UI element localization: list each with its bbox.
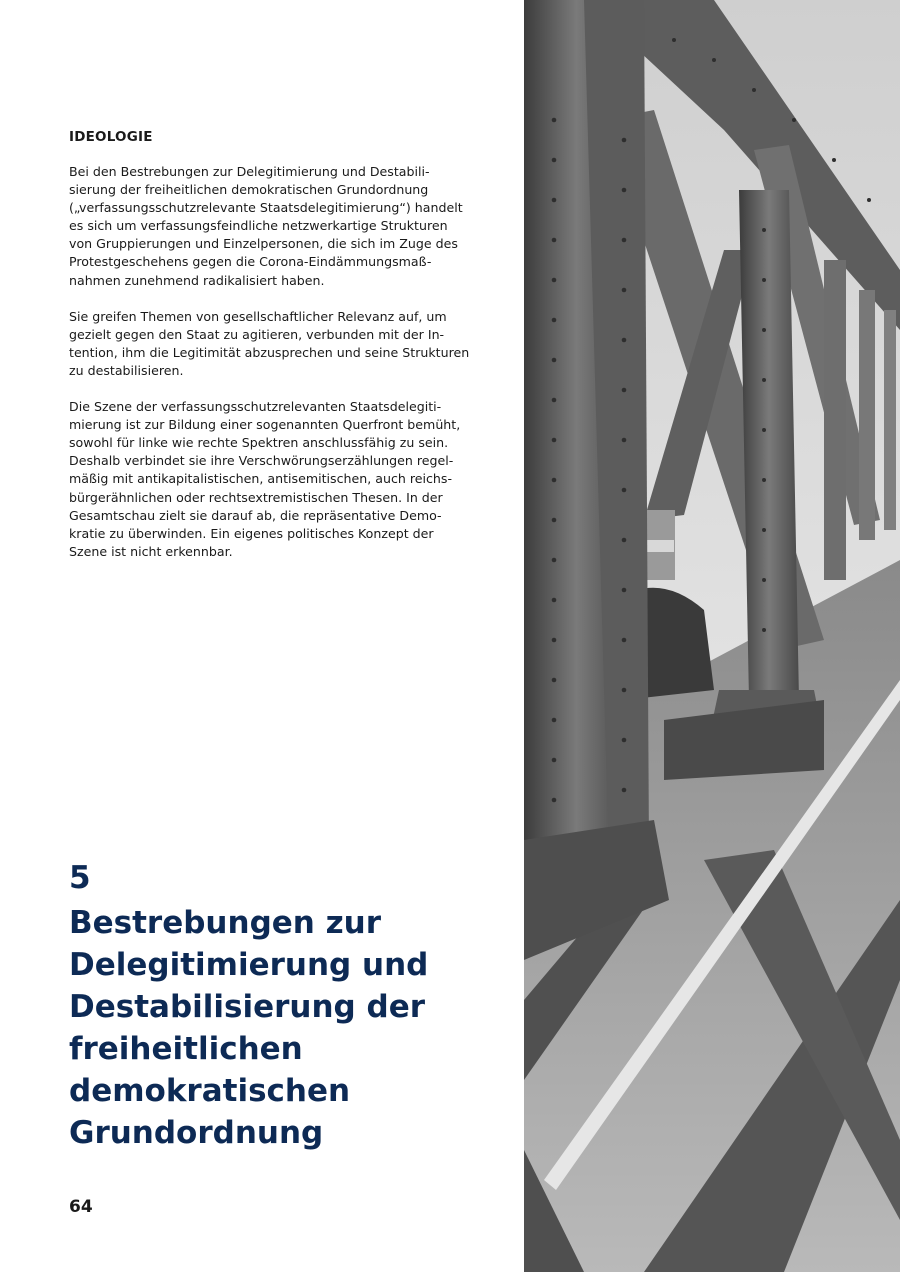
paragraph-line: Sie greifen Themen von gesellschaftlicher Relevanz auf, um — [69, 308, 447, 324]
paragraph-line: tention, ihm die Legitimität abzusprechen und seine Strukturen — [69, 344, 470, 360]
paragraph-line: von Gruppierungen und Einzelpersonen, die sich im Zuge des — [69, 236, 458, 252]
paragraph-line: es sich um verfassungsfeindliche netzwerkartige Strukturen — [69, 218, 448, 234]
paragraph-line: Die Szene der verfassungsschutzrelevanten Staatsdelegiti- — [69, 399, 442, 415]
paragraph-line: kratie zu überwinden. Ein eigenes politisches Konzept der — [69, 525, 434, 541]
paragraph-2 — [69, 308, 470, 380]
ideology-section — [69, 129, 470, 579]
chapter-title-line: Bestrebungen zur — [69, 905, 382, 941]
paragraph-line: mierung ist zur Bildung einer sogenannten Querfront bemüht, — [69, 417, 461, 433]
paragraph-line: mäßig mit antikapitalistischen, antisemitischen, auch reichs- — [69, 471, 453, 487]
chapter-title-line: Delegitimierung und — [69, 947, 429, 983]
paragraph-line: Szene ist nicht erkennbar. — [69, 543, 233, 559]
chapter-title-line: Destabilisierung der — [69, 989, 426, 1025]
paragraph-line: Deshalb verbindet sie ihre Verschwörungserzählungen regel- — [69, 453, 454, 469]
section-kicker: IDEOLOGIE — [69, 129, 153, 145]
paragraph-3 — [69, 398, 461, 561]
paragraph-line: sowohl für linke wie rechte Spektren anschlussfähig zu sein. — [69, 435, 449, 451]
chapter-title — [69, 902, 499, 1154]
paragraph-1 — [69, 163, 463, 290]
chapter-title-line: demokratischen — [69, 1073, 351, 1109]
paragraph-line: Protestgeschehens gegen die Corona-Eindämmungsmaß- — [69, 254, 432, 270]
paragraph-line: Bei den Bestrebungen zur Delegitimierung und Destabili- — [69, 164, 430, 179]
chapter-title-line: Grundordnung — [69, 1115, 324, 1151]
chapter-number: 5 — [69, 860, 91, 896]
paragraph-line: nahmen zunehmend radikalisiert haben. — [69, 272, 325, 288]
steel-bridge-photo — [524, 0, 900, 1272]
paragraph-line: bürgerähnlichen oder rechtsextremistischen Thesen. In der — [69, 489, 443, 505]
page-number: 64 — [69, 1197, 93, 1217]
chapter-title-line: freiheitlichen — [69, 1031, 303, 1067]
paragraph-line: Gesamtschau zielt sie darauf ab, die repräsentative Demo- — [69, 507, 442, 523]
paragraph-line: sierung der freiheitlichen demokratischen Grundordnung — [69, 182, 429, 198]
paragraph-line: zu destabilisieren. — [69, 362, 184, 378]
paragraph-line: („verfassungsschutzrelevante Staatsdelegitimierung“) handelt — [69, 200, 463, 216]
paragraph-line: gezielt gegen den Staat zu agitieren, verbunden mit der In- — [69, 326, 445, 342]
